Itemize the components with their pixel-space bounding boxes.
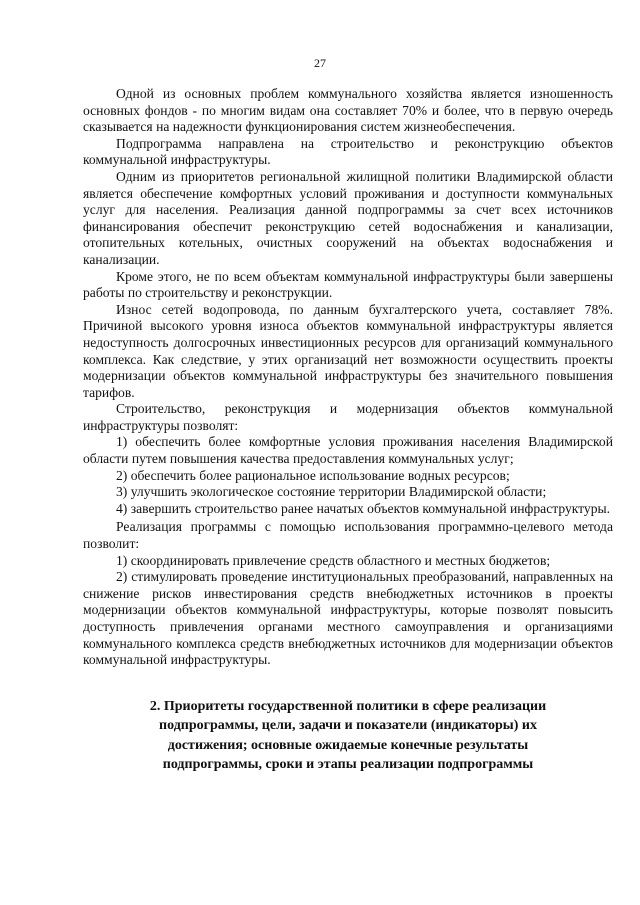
- paragraph-program-method: Реализация программы с помощью использования программно-целевого метода позволит:: [83, 519, 613, 552]
- list-item-ecology: 3) улучшить экологическое состояние территории Владимирской области;: [116, 484, 547, 500]
- list-item-budget-coordination: 1) скоординировать привлечение средств областного и местных бюджетов;: [116, 552, 551, 568]
- paragraph-unfinished-works: Кроме этого, не по всем объектам коммунальной инфраструктуры были завершены работы по строительству и реконструкции.: [83, 268, 613, 301]
- list-item-institutional-changes: 2) стимулировать проведение институциональных преобразований, направленных на снижение рисков инвестирования средств внебюджетных источников в проекты модернизации объектов коммунальной инфраструктуры, которые позволят повысить доступность привлечения органами местного самоуправления и организациями коммунального комплекса средств внебюджетных источников для модернизации объектов коммунальной инфраструктуры.: [83, 569, 613, 668]
- list-item-comfort: 1) обеспечить более комфортные условия проживания населения Владимирской области путем повышения качества предоставления коммунальных услуг;: [83, 434, 613, 467]
- section-heading-line: подпрограммы, сроки и этапы реализации подпрограммы: [162, 757, 534, 773]
- list-item-water-resources: 2) обеспечить более рациональное использование водных ресурсов;: [116, 467, 510, 483]
- section-heading: [83, 697, 613, 775]
- page-number: 27: [314, 56, 326, 70]
- paragraph-housing-policy: Одним из приоритетов региональной жилищной политики Владимирской области является обеспечение комфортных условий проживания и доступности коммунальных услуг для населения. Реализация данной подпрограммы за счет всех источников финансирования обеспечит реконструкцию сетей водоснабжения и канализации, отопительных котельных, очистных сооружений на объектах водоснабжения и канализации.: [83, 168, 613, 267]
- section-heading-line: подпрограммы, цели, задачи и показатели (индикаторы) их: [159, 718, 537, 734]
- section-heading-line: достижения; основные ожидаемые конечные результаты: [167, 737, 529, 753]
- paragraph-construction-benefits: Строительство, реконструкция и модернизация объектов коммунальной инфраструктуры позволят:: [83, 401, 613, 433]
- paragraph-worn-assets: Одной из основных проблем коммунального хозяйства является изношенность основных фондов - по многим видам она составляет 70% и более, что в первую очередь сказывается на надежности функционирования систем жизнеобеспечения.: [83, 86, 613, 135]
- document-body: [83, 86, 613, 775]
- paragraph-water-network-wear: Износ сетей водопровода, по данным бухгалтерского учета, составляет 78%. Причиной высокого уровня износа объектов коммунальной инфраструктуры является недоступность долгосрочных инвестиционных ресурсов для организаций коммунального комплекса. Как следствие, у этих организаций нет возможности осуществить проекты модернизации объектов коммунальной инфраструктуры без значительного повышения тарифов.: [83, 301, 613, 400]
- section-heading-line: 2. Приоритеты государственной политики в сфере реализации: [149, 698, 547, 714]
- paragraph-subprogram-aim: Подпрограмма направлена на строительство и реконструкцию объектов коммунальной инфраструктуры.: [83, 135, 613, 168]
- list-item-complete-construction: 4) завершить строительство ранее начатых объектов коммунальной инфраструктуры.: [116, 500, 611, 516]
